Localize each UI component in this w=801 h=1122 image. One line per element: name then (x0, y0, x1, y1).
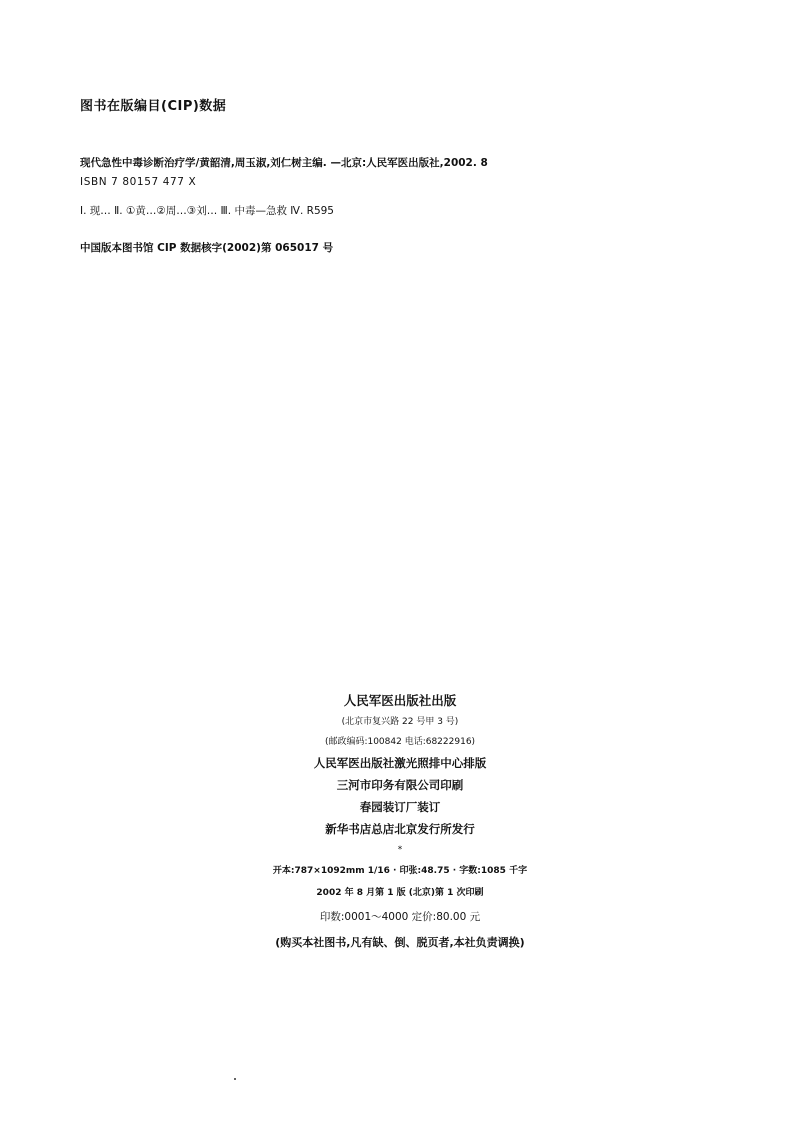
imprint-print-run: 印数:0001～4000 定价:80.00 元 (319, 911, 481, 923)
imprint-block (180, 690, 620, 956)
cip-heading: 图书在版编目(CIP)数据 (80, 99, 227, 114)
imprint-separator: * (397, 845, 403, 855)
cip-data-block (80, 98, 720, 256)
imprint-publisher: 人民军医出版社出版 (343, 693, 457, 708)
cip-subjects: Ⅰ. 现… Ⅱ. ①黄…②周…③刘… Ⅲ. 中毒—急救 Ⅳ. R595 (80, 205, 334, 217)
imprint-printer: 三河市印务有限公司印刷 (336, 778, 464, 792)
cip-number: 中国版本图书馆 CIP 数据核字(2002)第 065017 号 (80, 242, 334, 254)
imprint-address: (北京市复兴路 22 号甲 3 号) (341, 717, 459, 727)
stray-mark (234, 1078, 236, 1080)
imprint-edition: 2002 年 8 月第 1 版 (北京)第 1 次印刷 (316, 888, 484, 898)
imprint-distributor: 新华书店总店北京发行所发行 (325, 822, 475, 836)
imprint-typesetter: 人民军医出版社激光照排中心排版 (313, 756, 487, 770)
imprint-specs: 开本:787×1092mm 1/16 · 印张:48.75 · 字数:1085 千字 (272, 866, 528, 876)
imprint-postcode-phone: (邮政编码:100842 电话:68222916) (324, 737, 476, 747)
imprint-binder: 春园装订厂装订 (359, 800, 441, 814)
cip-isbn: ISBN 7 80157 477 X (80, 176, 197, 188)
cip-record: 现代急性中毒诊断治疗学/黄韶清,周玉淑,刘仁树主编. —北京:人民军医出版社,2002. 8 (80, 157, 488, 169)
imprint-notice: (购买本社图书,凡有缺、倒、脱页者,本社负责调换) (275, 936, 525, 949)
